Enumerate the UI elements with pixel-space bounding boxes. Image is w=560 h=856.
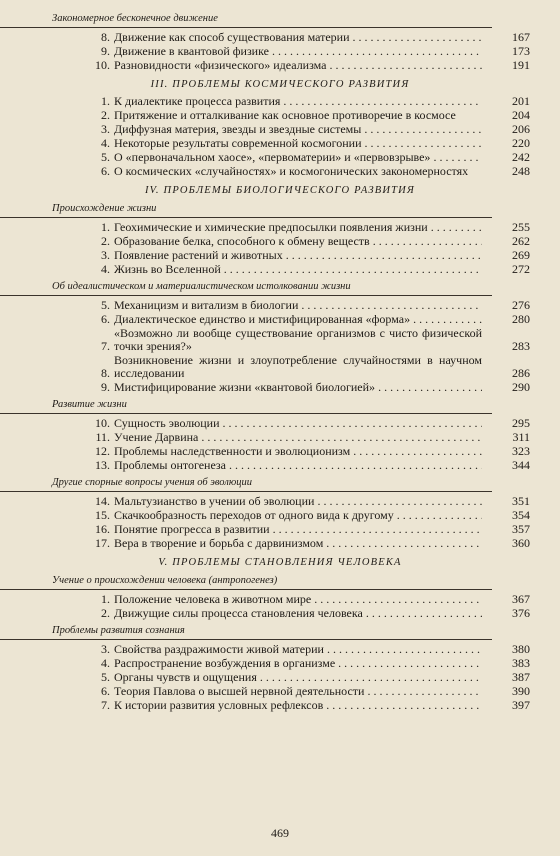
entry-title: О «первоначальном хаосе», «первоматерии» и «первовзрыве» . . . (114, 151, 482, 164)
entry-title: Понятие прогресса в развитии . . . (114, 523, 482, 536)
entry-title: Проблемы онтогенеза . . . (114, 459, 482, 472)
entry-page: 276 (512, 298, 530, 312)
entry-number: 10. (95, 416, 110, 430)
entry-number: 3. (101, 248, 110, 262)
entry-page: 376 (512, 606, 530, 620)
toc-entry (0, 523, 560, 536)
section-heading: III. ПРОБЛЕМЫ КОСМИЧЕСКОГО РАЗВИТИЯ (150, 79, 410, 90)
entry-page: 204 (512, 108, 530, 122)
entry-page: 367 (512, 592, 530, 606)
toc-entry (0, 151, 560, 164)
entry-page: 357 (512, 522, 530, 536)
entry-page: 387 (512, 670, 530, 684)
entry-page: 262 (512, 234, 530, 248)
entry-page: 380 (512, 642, 530, 656)
section-heading: V. ПРОБЛЕМЫ СТАНОВЛЕНИЯ ЧЕЛОВЕКА (158, 557, 402, 568)
entry-title: К истории развития условных рефлексов . . . (114, 699, 482, 712)
entry-title: «Возможно ли вообще существование организмов с чисто физической точки зрения?» (114, 327, 482, 353)
entry-number: 1. (101, 94, 110, 108)
entry-page: 272 (512, 262, 530, 276)
subsection-heading: Происхождение жизни (0, 202, 492, 218)
entry-page: 351 (512, 494, 530, 508)
toc-entry (0, 137, 560, 150)
toc-entry (0, 685, 560, 698)
toc-entry (0, 671, 560, 684)
entry-number: 4. (101, 656, 110, 670)
entry-page: 173 (512, 44, 530, 58)
entry-number: 9. (101, 380, 110, 394)
toc-entry (0, 45, 560, 58)
page-number: 469 (271, 826, 289, 840)
toc-entry (0, 354, 560, 380)
entry-title: Возникновение жизни и злоупотребление случайностями в научном исследовании (114, 354, 482, 380)
entry-title: Движущие силы процесса становления человека . . . (114, 607, 482, 620)
toc-entry (0, 643, 560, 656)
entry-number: 4. (101, 136, 110, 150)
entry-number: 7. (101, 339, 110, 353)
entry-number: 3. (101, 122, 110, 136)
entry-title: Диалектическое единство и мистифицированная «форма» . . . (114, 313, 482, 326)
entry-title: Распространение возбуждения в организме . . . (114, 657, 482, 670)
entry-page: 390 (512, 684, 530, 698)
toc-entry (0, 95, 560, 108)
entry-page: 311 (512, 430, 530, 444)
entry-title: Образование белка, способного к обмену веществ . . . (114, 235, 482, 248)
entry-page: 248 (512, 164, 530, 178)
entry-number: 5. (101, 670, 110, 684)
toc-entry (0, 459, 560, 472)
toc-entry (0, 607, 560, 620)
toc-entry (0, 299, 560, 312)
entry-title: Органы чувств и ощущения . . . (114, 671, 482, 684)
toc-entry (0, 109, 560, 122)
entry-title: Некоторые результаты современной космогонии . . . (114, 137, 482, 150)
entry-page: 255 (512, 220, 530, 234)
entry-number: 13. (95, 458, 110, 472)
toc-entry (0, 381, 560, 394)
toc-entry (0, 31, 560, 44)
entry-number: 12. (95, 444, 110, 458)
entry-page: 269 (512, 248, 530, 262)
entry-title: Разновидности «физического» идеализма . . . (114, 59, 482, 72)
toc-entry (0, 417, 560, 430)
entry-title: Учение Дарвина . . . (114, 431, 482, 444)
entry-title: Скачкообразность переходов от одного вида к другому . . . (114, 509, 482, 522)
entry-page: 283 (512, 339, 530, 353)
entry-title: Мистифицирование жизни «квантовой биологией» . . . (114, 381, 482, 394)
entry-number: 15. (95, 508, 110, 522)
entry-number: 4. (101, 262, 110, 276)
entry-number: 8. (101, 30, 110, 44)
toc-entry (0, 313, 560, 326)
entry-page: 286 (512, 366, 530, 380)
entry-number: 2. (101, 108, 110, 122)
toc-entry (0, 235, 560, 248)
toc-entry (0, 221, 560, 234)
entry-number: 1. (101, 592, 110, 606)
entry-title: К диалектике процесса развития . . . (114, 95, 482, 108)
subsection-heading: Проблемы развития сознания (0, 624, 492, 640)
entry-page: 191 (512, 58, 530, 72)
subsection-heading: Закономерное бесконечное движение (0, 12, 492, 28)
entry-page: 220 (512, 136, 530, 150)
toc-entry (0, 699, 560, 712)
entry-title: Положение человека в животном мире . . . (114, 593, 482, 606)
toc-entry (0, 59, 560, 72)
toc-entry (0, 657, 560, 670)
entry-number: 2. (101, 234, 110, 248)
entry-page: 242 (512, 150, 530, 164)
toc-entry (0, 445, 560, 458)
entry-number: 8. (101, 366, 110, 380)
entry-number: 7. (101, 698, 110, 712)
entry-number: 11. (95, 430, 110, 444)
entry-page: 206 (512, 122, 530, 136)
entry-page: 323 (512, 444, 530, 458)
entry-number: 9. (101, 44, 110, 58)
toc-entry (0, 537, 560, 550)
entry-number: 2. (101, 606, 110, 620)
subsection-heading: Развитие жизни (0, 398, 492, 414)
entry-page: 383 (512, 656, 530, 670)
entry-title: Движение в квантовой физике . . . (114, 45, 482, 58)
toc-entry (0, 509, 560, 522)
entry-page: 295 (512, 416, 530, 430)
entry-number: 3. (101, 642, 110, 656)
entry-page: 290 (512, 380, 530, 394)
entry-number: 5. (101, 150, 110, 164)
entry-page: 354 (512, 508, 530, 522)
entry-title: Проблемы наследственности и эволюционизм . . . (114, 445, 482, 458)
entry-title: Мальтузианство в учении об эволюции . . . (114, 495, 482, 508)
toc-entry (0, 593, 560, 606)
entry-page: 397 (512, 698, 530, 712)
entry-page: 280 (512, 312, 530, 326)
toc-entry (0, 249, 560, 262)
entry-title: О космических «случайностях» и космогонических закономерностях (114, 165, 469, 178)
entry-number: 10. (95, 58, 110, 72)
entry-number: 1. (101, 220, 110, 234)
entry-title: Свойства раздражимости живой материи . . . (114, 643, 482, 656)
subsection-heading: Учение о происхождении человека (антропогенез) (0, 574, 492, 590)
toc-entry (0, 165, 560, 178)
toc-entry (0, 263, 560, 276)
entry-title: Геохимические и химические предпосылки появления жизни . . . (114, 221, 482, 234)
entry-page: 167 (512, 30, 530, 44)
entry-page: 344 (512, 458, 530, 472)
entry-number: 6. (101, 312, 110, 326)
entry-number: 5. (101, 298, 110, 312)
entry-number: 14. (95, 494, 110, 508)
entry-number: 17. (95, 536, 110, 550)
entry-title: Сущность эволюции . . . (114, 417, 482, 430)
toc-entry (0, 431, 560, 444)
subsection-heading: Другие спорные вопросы учения об эволюции (0, 476, 492, 492)
table-of-contents (0, 8, 560, 713)
entry-title: Движение как способ существования материи . . . (114, 31, 482, 44)
entry-number: 16. (95, 522, 110, 536)
toc-entry (0, 495, 560, 508)
entry-page: 360 (512, 536, 530, 550)
entry-title: Притяжение и отталкивание как основное противоречие в космосе (114, 109, 456, 122)
entry-number: 6. (101, 164, 110, 178)
entry-title: Диффузная материя, звезды и звездные системы . . . (114, 123, 482, 136)
entry-page: 201 (512, 94, 530, 108)
toc-entry (0, 327, 560, 353)
section-heading: IV. ПРОБЛЕМЫ БИОЛОГИЧЕСКОГО РАЗВИТИЯ (144, 185, 416, 196)
subsection-heading: Об идеалистическом и материалистическом истолковании жизни (0, 280, 492, 296)
entry-title: Теория Павлова о высшей нервной деятельности . . . (114, 685, 482, 698)
toc-entry (0, 123, 560, 136)
entry-title: Механицизм и витализм в биологии . . . (114, 299, 482, 312)
entry-title: Вера в творение и борьба с дарвинизмом . . . (114, 537, 482, 550)
entry-number: 6. (101, 684, 110, 698)
entry-title: Появление растений и животных . . . (114, 249, 482, 262)
entry-title: Жизнь во Вселенной . . . (114, 263, 482, 276)
